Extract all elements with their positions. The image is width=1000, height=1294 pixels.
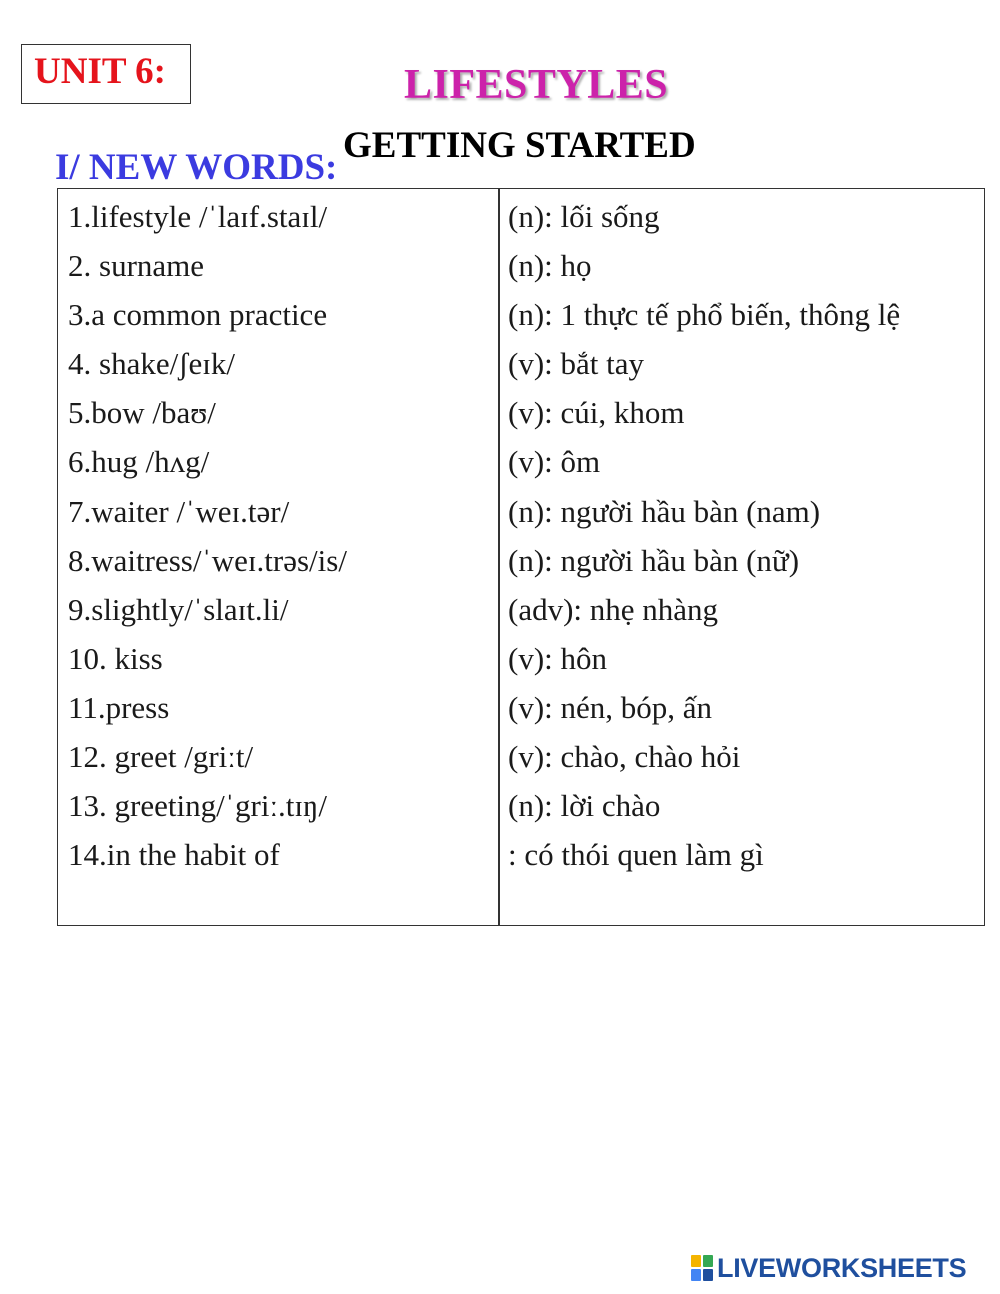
vocab-term: 13. greeting/ˈgriː.tɪŋ/ [68,788,327,824]
terms-column [68,197,493,884]
vocab-definition: (n): người hầu bàn (nữ) [508,542,800,578]
vocab-definition: (n): lời chào [508,788,661,824]
vocab-term: 12. greet /griːt/ [68,739,254,775]
page-subtitle: GETTING STARTED [343,125,696,166]
vocab-definition: (n): họ [508,248,592,284]
unit-label-box [21,44,191,104]
column-divider [498,189,500,925]
vocab-term: 14.in the habit of [68,837,280,873]
vocab-definition: (v): bắt tay [508,346,645,382]
vocab-term: 2. surname [68,248,205,284]
liveworksheets-brand [691,1253,966,1283]
vocab-term: 6.hug /hʌg/ [68,444,210,480]
vocab-term: 8.waitress/ˈweɪ.trəs/is/ [68,542,347,578]
brand-name: LIVEWORKSHEETS [717,1252,967,1283]
liveworksheets-logo-icon [691,1255,713,1281]
vocab-definition: (n): lối sống [508,199,660,234]
vocab-definition: (n): người hầu bàn (nam) [508,493,821,529]
definitions-column [508,197,978,884]
vocab-definition: (v): chào, chào hỏi [508,739,741,775]
vocab-term: 10. kiss [68,640,163,676]
vocab-definition: (adv): nhẹ nhàng [508,591,719,627]
unit-label: UNIT 6: [34,51,166,92]
vocab-term: 5.bow /baʊ/ [68,395,216,431]
vocab-definition: (v): hôn [508,640,608,676]
vocab-term: 1.lifestyle /ˈlaɪf.staɪl/ [68,199,328,234]
vocabulary-table [57,188,985,926]
vocab-term: 7.waiter /ˈweɪ.tər/ [68,493,290,529]
vocab-definition: (v): cúi, khom [508,395,685,431]
vocab-term: 11.press [68,689,170,725]
vocab-term: 4. shake/ʃeɪk/ [68,346,236,382]
vocab-definition: (v): nén, bóp, ấn [508,689,713,725]
vocab-definition: (n): 1 thực tế phổ biến, thông lệ [508,297,901,333]
vocab-term: 3.a common practice [68,297,328,333]
vocab-definition: : có thói quen làm gì [508,837,764,873]
page-title: LIFESTYLES [404,62,669,108]
section-heading: I/ NEW WORDS: [55,147,338,188]
vocab-term: 9.slightly/ˈslaɪt.li/ [68,591,289,627]
vocab-definition: (v): ôm [508,444,601,480]
